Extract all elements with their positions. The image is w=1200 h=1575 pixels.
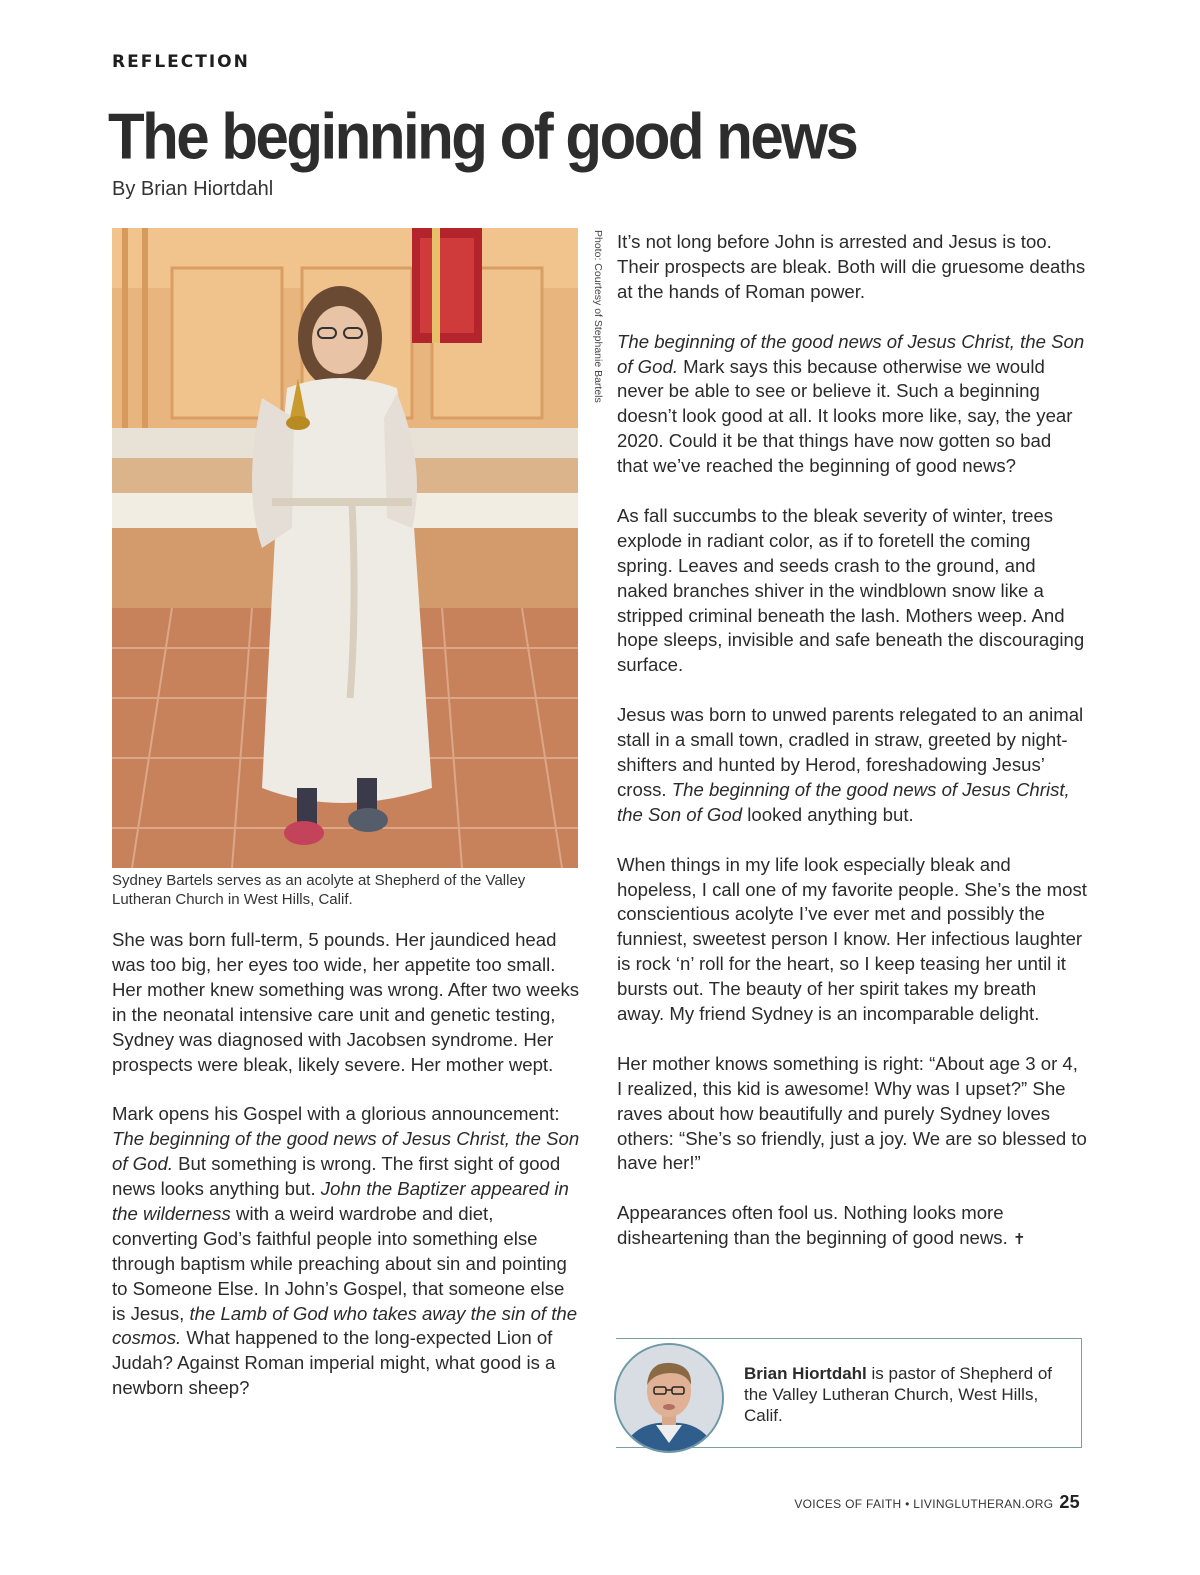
paragraph: Mark opens his Gospel with a glorious announcement: The beginning of the good news of Jesus Christ, the Son of God. But something is wrong. The first sight of good news looks anything but. John the Baptizer appeared in the wilderness with a weird wardrobe and diet, converting God’s faithful people into something else through baptism while preaching about sin and pointing to Someone Else. In John’s Gospel, that someone else is Jesus, the Lamb of God who takes away the sin of the cosmos. What happened to the long-expected Lion of Judah? Against Roman imperial might, what good is a newborn sheep? bbox=[112, 1103, 580, 1399]
paragraph: Her mother knows something is right: “About age 3 or 4, I realized, this kid is awesome! Why was I upset?” She raves about how beautifully and purely Sydney loves others: “She’s so friendly, just a joy. We are so blessed to have her!” bbox=[617, 1052, 1087, 1174]
author-bio-box bbox=[616, 1338, 1082, 1448]
article-headline: The beginning of good news bbox=[108, 100, 857, 173]
page-footer bbox=[794, 1492, 1080, 1513]
section-label: REFLECTION bbox=[112, 52, 250, 72]
paragraph: As fall succumbs to the bleak severity of winter, trees explode in radiant color, as if to foretell the coming spring. Leaves and seeds crash to the ground, and naked branches shiver in the windblown snow like a stripped criminal beneath the lash. Mothers weep. And hope sleeps, invisible and safe beneath the discouraging surface. bbox=[617, 504, 1085, 676]
paragraph: When things in my life look especially bleak and hopeless, I call one of my favorite people. She’s the most conscientious acolyte I’ve ever met and possibly the funniest, sweetest person I know. Her infectious laughter is rock ‘n’ roll for the heart, so I keep teasing her until it bursts out. The beauty of her spirit takes my breath away. My friend Sydney is an incomparable delight. bbox=[617, 853, 1087, 1025]
paragraph: Appearances often fool us. Nothing looks more disheartening than the beginning of good news. ✝ bbox=[617, 1202, 1026, 1249]
paragraph: Jesus was born to unwed parents relegated to an animal stall in a small town, cradled in straw, greeted by night-shifters and hunted by Herod, foreshadowing Jesus’ cross. The beginning of the good news of Jesus Christ, the Son of God looked anything but. bbox=[617, 704, 1084, 825]
publication-name: VOICES OF FAITH • LIVINGLUTHERAN.ORG bbox=[794, 1497, 1054, 1511]
author-avatar bbox=[614, 1343, 724, 1453]
author-name: Brian Hiortdahl bbox=[744, 1364, 867, 1383]
left-column bbox=[112, 928, 582, 1426]
photo-caption: Sydney Bartels serves as an acolyte at Shepherd of the Valley Lutheran Church in West Hills, Calif. bbox=[112, 872, 526, 908]
paragraph: The beginning of the good news of Jesus Christ, the Son of God. Mark says this because otherwise we would never be able to see or believe it. Such a beginning doesn’t look good at all. It looks more like, say, the year 2020. Could it be that things have now gotten so bad that we’ve reached the beginning of good news? bbox=[617, 330, 1085, 477]
paragraph: It’s not long before John is arrested and Jesus is too. Their prospects are bleak. Both will die gruesome deaths at the hands of Roman power. bbox=[617, 231, 1086, 302]
photo-credit: Photo: Courtesy of Stephanie Bartels bbox=[592, 230, 604, 403]
right-column bbox=[617, 230, 1087, 1277]
author-bio-text: Brian Hiortdahl is pastor of Shepherd of the Valley Lutheran Church, West Hills, Calif. bbox=[744, 1364, 1053, 1425]
byline: By Brian Hiortdahl bbox=[112, 178, 274, 200]
end-cross-icon: ✝ bbox=[1012, 1230, 1026, 1249]
acolyte-photo-illustration bbox=[112, 228, 578, 868]
article-photo bbox=[112, 228, 578, 868]
page-number: 25 bbox=[1059, 1492, 1080, 1512]
paragraph: She was born full-term, 5 pounds. Her jaundiced head was too big, her eyes too wide, her appetite too small. Her mother knew something was wrong. After two weeks in the neonatal intensive care unit and genetic testing, Sydney was diagnosed with Jacobsen syndrome. Her prospects were bleak, likely severe. Her mother wept. bbox=[112, 929, 580, 1075]
